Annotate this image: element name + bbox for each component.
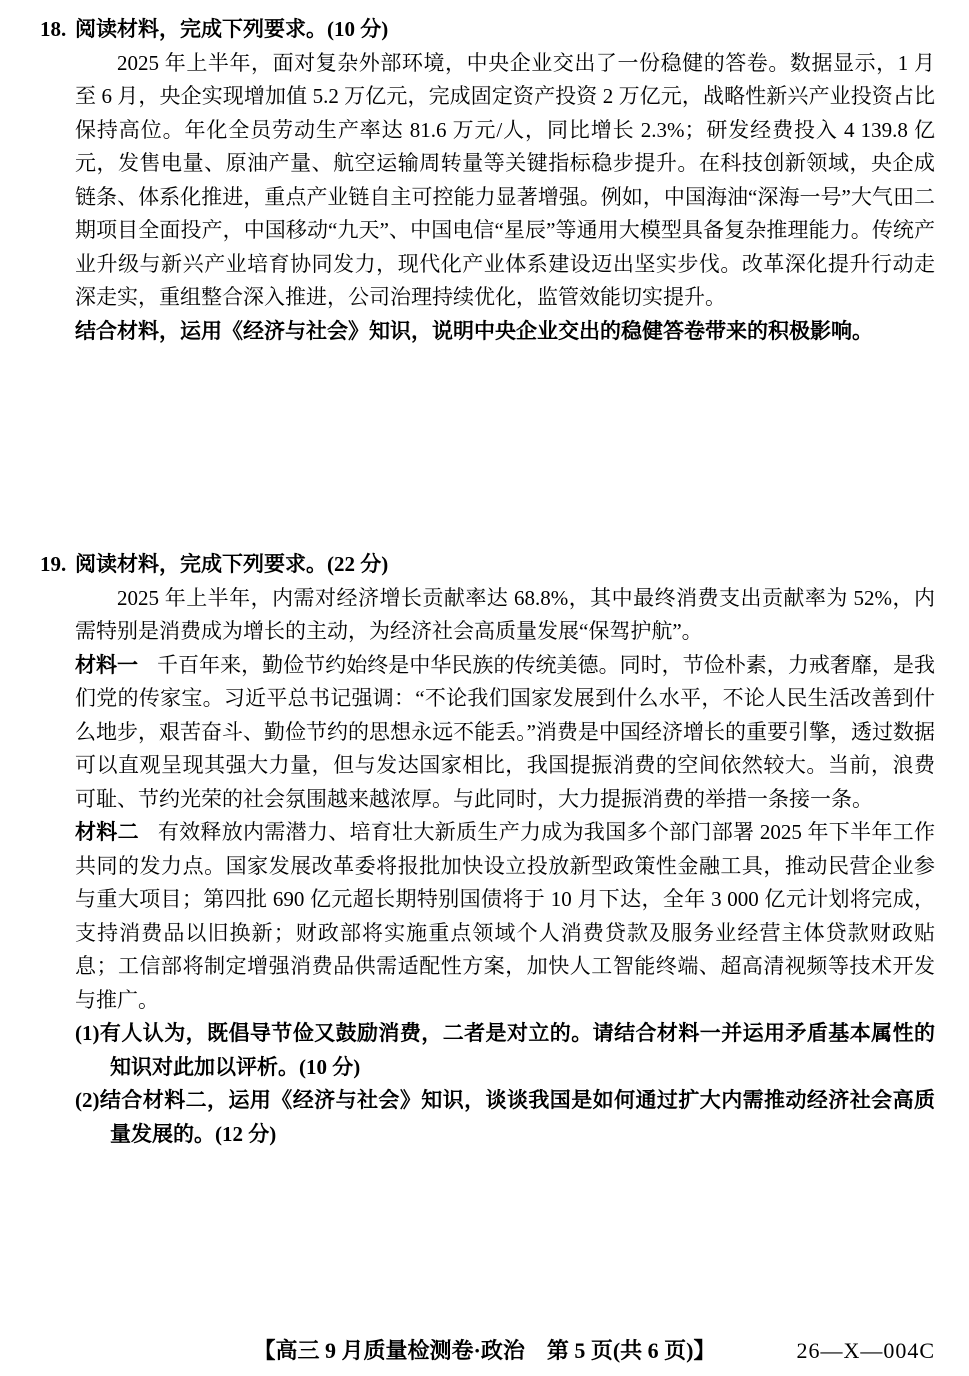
subquestion-1 [75, 1017, 935, 1084]
question-19-stem: 阅读材料，完成下列要求。(22 分) [75, 552, 389, 576]
question-18-body [75, 47, 935, 349]
material-1-text: 千百年来，勤俭节约始终是中华民族的传统美德。同时，节俭朴素，力戒奢靡，是我们党的传家宝。习近平总书记强调：“不论我们国家发展到什么水平，不论人民生活改善到什么地步，艰苦奋斗、勤俭节约的思想永远不能丢。”消费是中国经济增长的重要引擎，透过数据可以直观呈现其强大力量，但与发达国家相比，我国提振消费的空间依然较大。当前，浪费可耻、节约光荣的社会氛围越来越浓厚。与此同时，大力提振消费的举措一条接一条。 [75, 652, 936, 811]
footer-paper-title: 【高三 9 月质量检测卷·政治 第 5 页(共 6 页)】 [253, 1338, 716, 1363]
answer-space-question-18 [40, 348, 935, 548]
question-18-passage: 2025 年上半年，面对复杂外部环境，中央企业交出了一份稳健的答卷。数据显示，1 月至 6 月，央企实现增加值 5.2 万亿元，完成固定资产投资 2 万亿元，战略性新兴产业投资占比保持高位。年化全员劳动生产率达 81.6 万元/人，同比增长 2.3%；研发经费投入 4 139.8 亿元，发售电量、原油产量、航空运输周转量等关键指标稳步提升。在科技创新领域，央企成链条、体系化推进，重点产业链自主可控能力显著增强。例如，中国海油“深海一号”大气田二期项目全面投产，中国移动“九天”、中国电信“星辰”等通用大模型具备复杂推理能力。传统产业升级与新兴产业培育协同发力，现代化产业体系建设迈出坚实步伐。改革深化提升行动走深走实，重组整合深入推进，公司治理持续优化，监管效能切实提升。 [75, 50, 935, 309]
question-19 [40, 548, 935, 1151]
question-19-heading [40, 548, 935, 582]
question-18-heading [40, 13, 935, 47]
footer-paper-code: 26—X—004C [796, 1338, 935, 1363]
subquestion-1-text: 有人认为，既倡导节俭又鼓励消费，二者是对立的。请结合材料一并运用矛盾基本属性的知识对此加以评析。(10 分) [99, 1021, 935, 1079]
question-19-intro: 2025 年上半年，内需对经济增长贡献率达 68.8%，其中最终消费支出贡献率为 52%，内需特别是消费成为增长的主动，为经济社会高质量发展“保驾护航”。 [75, 585, 935, 643]
material-2-text: 有效释放内需潜力、培育壮大新质生产力成为我国多个部门部署 2025 年下半年工作共同的发力点。国家发展改革委将报批加快设立投放新型政策性金融工具，推动民营企业参与重大项目；第四批 690 亿元超长期特别国债将于 10 月下达，全年 3 000 亿元计划将完成，支持消费品以旧换新；财政部将实施重点领域个人消费贷款及服务业经营主体贷款财政贴息；工信部将制定增强消费品供需适配性方案，加快人工智能终端、超高清视频等技术开发与推广。 [75, 820, 936, 1012]
question-19-body [75, 582, 935, 1152]
material-1 [75, 649, 935, 817]
material-2 [75, 816, 935, 1017]
question-18-number: 18. [40, 17, 67, 41]
subquestion-2-label: (2) [75, 1088, 100, 1112]
subquestion-2-text: 结合材料二，运用《经济与社会》知识，谈谈我国是如何通过扩大内需推动经济社会高质量发展的。(12 分) [99, 1088, 935, 1146]
question-18-task: 结合材料，运用《经济与社会》知识，说明中央企业交出的稳健答卷带来的积极影响。 [75, 318, 873, 343]
subquestion-2 [75, 1084, 935, 1151]
question-18-stem: 阅读材料，完成下列要求。(10 分) [75, 17, 389, 41]
page-footer [0, 1334, 969, 1362]
question-18 [40, 13, 935, 348]
material-2-label: 材料二 [75, 820, 139, 844]
material-1-label: 材料一 [75, 652, 139, 677]
question-19-number: 19. [40, 552, 67, 576]
subquestion-1-label: (1) [75, 1021, 100, 1045]
